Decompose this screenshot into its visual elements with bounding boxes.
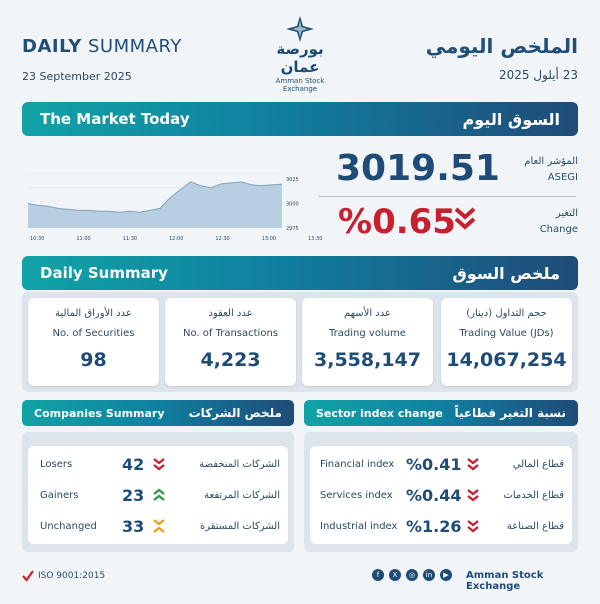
instagram-icon[interactable]: ◎ xyxy=(406,569,418,581)
sector-change-header xyxy=(304,400,578,426)
sectors-title-en: Sector index change xyxy=(316,406,443,420)
cross-chevrons-icon xyxy=(152,519,166,533)
index-value: 3019.51 xyxy=(336,148,500,189)
double-chevron-down-icon xyxy=(466,519,480,533)
stat-value: 14,067,254 xyxy=(446,349,567,371)
social-links xyxy=(372,569,452,581)
title-rest: SUMMARY xyxy=(81,36,182,57)
star-logo-icon xyxy=(285,16,315,42)
chart-x-tick-label: 12:00 xyxy=(169,236,184,242)
stat-label-en: No. of Securities xyxy=(52,328,135,339)
row-label-ar: الشركات المستقرة xyxy=(199,520,280,532)
row-label-ar: الشركات المنخفضة xyxy=(199,458,280,470)
stat-value: 98 xyxy=(80,349,107,371)
row-value: 42 xyxy=(122,454,145,474)
companies-title-ar: ملخص الشركات xyxy=(188,406,282,420)
linkedin-icon[interactable]: in xyxy=(423,569,435,581)
change-label-ar: التغير xyxy=(555,208,578,219)
chart-x-tick-label: 12:30 xyxy=(215,236,230,242)
stat-box-value xyxy=(441,298,572,386)
chart-y-tick-label: 3025 xyxy=(286,176,299,183)
logo-text-ar: بورصة عمان xyxy=(276,40,324,76)
daily-summary-title-en: Daily Summary xyxy=(40,264,168,282)
companies-row-unchanged xyxy=(40,511,280,541)
row-label-ar: قطاع المالي xyxy=(512,458,564,470)
sector-row-financial xyxy=(320,449,564,479)
sector-row-services xyxy=(320,480,564,510)
change-value: %0.65 xyxy=(338,202,456,242)
chart-x-tick-label: 11:30 xyxy=(122,236,138,242)
divider xyxy=(318,196,576,197)
row-label-en: Gainers xyxy=(40,489,79,501)
double-chevron-down-icon xyxy=(454,206,476,232)
row-value: %1.26 xyxy=(406,516,462,536)
footer-org-name: Amman Stock Exchange xyxy=(466,570,544,592)
chart-x-tick-label: 10:30 xyxy=(30,236,45,242)
daily-summary-title-ar: ملخص السوق xyxy=(452,263,560,283)
row-label-en: Industrial index xyxy=(320,520,398,532)
row-label-en: Losers xyxy=(40,458,73,470)
row-value: 23 xyxy=(122,485,145,505)
ase-logo xyxy=(258,16,342,93)
sector-row-industrial xyxy=(320,511,564,541)
companies-summary-header xyxy=(22,400,294,426)
index-label-en: ASEGI xyxy=(547,172,578,183)
stat-label-en: Trading volume xyxy=(329,328,406,339)
companies-row-gainers xyxy=(40,480,280,510)
row-label-ar: قطاع الصناعة xyxy=(506,520,564,532)
change-label-en: Change xyxy=(539,224,578,235)
stat-box-securities xyxy=(28,298,159,386)
row-label-ar: الشركات المرتفعة xyxy=(204,489,280,501)
chart-y-tick-label: 3000 xyxy=(286,201,299,208)
youtube-icon[interactable]: ▶ xyxy=(440,569,452,581)
stat-box-transactions xyxy=(165,298,296,386)
chart-y-tick-label: 2975 xyxy=(286,226,299,232)
row-value: %0.41 xyxy=(406,454,462,474)
double-chevron-down-icon xyxy=(152,457,166,471)
date-en: 23 September 2025 xyxy=(22,70,132,83)
logo-text-en: Amman Stock Exchange xyxy=(275,77,325,93)
stat-label-ar: عدد العقود xyxy=(208,308,253,319)
companies-row-losers xyxy=(40,449,280,479)
checkmark-icon xyxy=(22,570,34,582)
market-today-title-ar: السوق اليوم xyxy=(462,109,560,129)
stat-label-ar: عدد الأسهم xyxy=(344,308,391,319)
stat-box-volume xyxy=(302,298,433,386)
stat-label-ar: حجم التداول (دينار) xyxy=(466,308,547,319)
row-value: %0.44 xyxy=(406,485,462,505)
companies-title-en: Companies Summary xyxy=(34,406,165,420)
stat-label-ar: عدد الأوراق المالية xyxy=(55,308,132,319)
stat-value: 4,223 xyxy=(200,349,261,371)
page-title-ar: الملخص اليومي xyxy=(425,34,578,58)
row-value: 33 xyxy=(122,516,145,536)
x-icon[interactable]: X xyxy=(389,569,401,581)
page-title xyxy=(22,36,182,57)
market-today-header xyxy=(22,102,578,136)
facebook-icon[interactable]: f xyxy=(372,569,384,581)
chart-x-tick-label: 13:00 xyxy=(261,236,277,242)
chart-area-fill xyxy=(28,182,282,228)
double-chevron-down-icon xyxy=(466,457,480,471)
stat-label-en: Trading Value (JDs) xyxy=(459,328,554,339)
market-today-title-en: The Market Today xyxy=(40,110,190,128)
row-label-en: Financial index xyxy=(320,458,395,470)
row-label-en: Unchanged xyxy=(40,520,97,532)
row-label-en: Services index xyxy=(320,489,393,501)
index-label-ar: المؤشر العام xyxy=(524,156,578,167)
row-label-ar: قطاع الخدمات xyxy=(503,489,564,501)
chart-x-tick-label: 13:30 xyxy=(308,236,323,242)
double-chevron-up-icon xyxy=(152,488,166,502)
chart-x-tick-label: 11:00 xyxy=(76,236,91,242)
stat-value: 3,558,147 xyxy=(314,349,421,371)
index-chart xyxy=(24,144,323,244)
date-ar: 23 أيلول 2025 xyxy=(498,68,578,82)
double-chevron-down-icon xyxy=(466,488,480,502)
stat-label-en: No. of Transactions xyxy=(182,328,278,339)
sectors-title-ar: نسبة التغير قطاعياً xyxy=(454,406,566,420)
iso-label: ISO 9001:2015 xyxy=(38,571,106,581)
daily-summary-header xyxy=(22,256,578,290)
title-bold: DAILY xyxy=(22,36,82,57)
